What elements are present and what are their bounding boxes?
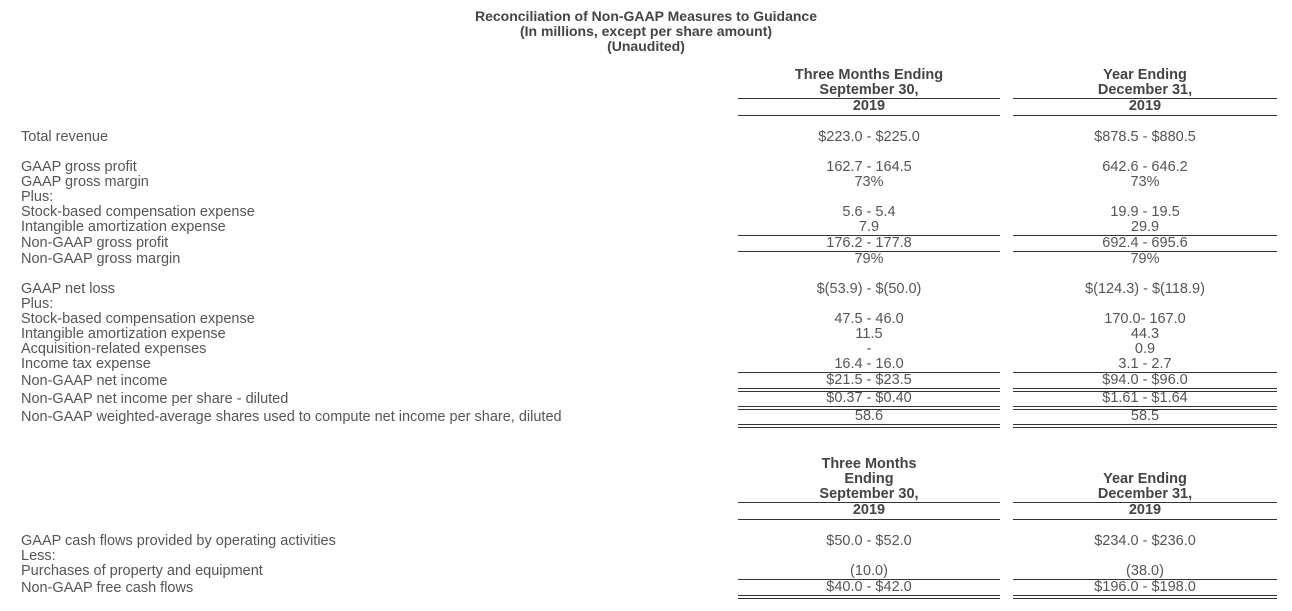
- report-subtitle-unaudited: (Unaudited): [607, 38, 685, 54]
- row-value-income-tax-expense-y: 3.1 - 2.7: [1118, 356, 1172, 372]
- report-subtitle-units: (In millions, except per share amount): [519, 23, 773, 39]
- row-label-free-cash-flows: Non-GAAP free cash flows: [21, 580, 194, 596]
- row-value-intangible-amortization-y: 29.9: [1130, 219, 1160, 235]
- row-value-operating-cash-flows-y: $234.0 - $236.0: [1094, 533, 1196, 549]
- row-label-gaap-gross-profit: GAAP gross profit: [21, 159, 137, 175]
- row-value-gaap-net-loss-y: $(124.3) - $(118.9): [1085, 281, 1205, 297]
- row-value-gaap-gross-profit-y: 642.6 - 646.2: [1102, 159, 1188, 175]
- row-value-non-gaap-gross-profit-y: 692.4 - 695.6: [1102, 235, 1188, 251]
- row-value-income-tax-expense-q: 16.4 - 16.0: [834, 356, 904, 372]
- s1-col2-header-rule-top: [1013, 98, 1277, 99]
- s2-col2-header-line1: Year Ending: [1103, 471, 1187, 487]
- row-value-free-cash-flows-y: $196.0 - $198.0: [1094, 579, 1196, 595]
- row-value-non-gaap-net-income-q: $21.5 - $23.5: [826, 372, 912, 388]
- row-label-total-revenue: Total revenue: [21, 129, 109, 145]
- row-label-income-tax-expense: Income tax expense: [21, 356, 151, 372]
- s1-col2-header-line1: Year Ending: [1103, 67, 1187, 83]
- row-value-capex-q: (10.0): [850, 563, 888, 579]
- row-label-plus-2: Plus:: [21, 296, 54, 312]
- row-label-capex: Purchases of property and equipment: [21, 563, 263, 579]
- row-label-less: Less:: [21, 548, 56, 564]
- row-value-intangible-amortization-2-q: 11.5: [855, 326, 883, 342]
- row-value-net-income-per-share-q: $0.37 - $0.40: [826, 390, 912, 406]
- row-value-acquisition-expenses-y: 0.9: [1134, 341, 1156, 357]
- s2-col1-header-year: 2019: [852, 502, 886, 518]
- row-value-total-revenue-q: $223.0 - $225.0: [818, 129, 920, 145]
- s2-col1-header-rule-bottom: [738, 519, 1000, 520]
- row-label-non-gaap-gross-profit: Non-GAAP gross profit: [21, 235, 169, 251]
- row-label-sbc-expense-2: Stock-based compensation expense: [21, 311, 255, 327]
- row-value-capex-y: (38.0): [1126, 563, 1164, 579]
- row-label-net-income-per-share: Non-GAAP net income per share - diluted: [21, 391, 289, 407]
- s2-col1-header-line1: Three Months: [821, 456, 917, 472]
- row-value-gaap-gross-margin-q: 73%: [854, 174, 884, 190]
- row-value-gaap-gross-margin-y: 73%: [1130, 174, 1160, 190]
- row-value-sbc-expense-q: 5.6 - 5.4: [842, 204, 896, 220]
- s1-col1-header-line1: Three Months Ending: [794, 67, 944, 83]
- row-value-intangible-amortization-2-y: 44.3: [1130, 326, 1160, 342]
- row-value-weighted-average-shares-y: 58.5: [1130, 408, 1160, 424]
- s1-col2-header-year: 2019: [1128, 98, 1162, 114]
- row-value-sbc-expense-y: 19.9 - 19.5: [1110, 204, 1180, 220]
- row-value-gaap-net-loss-q: $(53.9) - $(50.0): [816, 281, 922, 297]
- row-value-operating-cash-flows-q: $50.0 - $52.0: [826, 533, 912, 549]
- row-value-non-gaap-net-income-y: $94.0 - $96.0: [1102, 372, 1188, 388]
- s1-col1-header-year: 2019: [852, 98, 886, 114]
- report-title: Reconciliation of Non-GAAP Measures to Guidance: [474, 8, 817, 24]
- row-label-gaap-net-loss: GAAP net loss: [21, 281, 116, 297]
- double-rule-weighted-average-shares-q: [738, 424, 1000, 428]
- s2-col2-header-year: 2019: [1128, 502, 1162, 518]
- row-value-sbc-expense-2-q: 47.5 - 46.0: [834, 311, 904, 327]
- double-rule-free-cash-flows-y: [1013, 595, 1277, 599]
- row-value-non-gaap-gross-profit-q: 176.2 - 177.8: [826, 235, 912, 251]
- s2-col1-header-rule-top: [738, 502, 1000, 503]
- row-value-intangible-amortization-q: 7.9: [858, 219, 880, 235]
- row-value-sbc-expense-2-y: 170.0- 167.0: [1104, 311, 1186, 327]
- s2-col1-header-line3: September 30,: [819, 486, 919, 502]
- row-value-free-cash-flows-q: $40.0 - $42.0: [826, 579, 912, 595]
- s2-col2-header-line2: December 31,: [1097, 486, 1193, 502]
- s2-col1-header-line2: Ending: [844, 471, 894, 487]
- s1-col1-header-rule-top: [738, 98, 1000, 99]
- row-value-acquisition-expenses-q: -: [866, 341, 872, 357]
- row-label-operating-cash-flows: GAAP cash flows provided by operating activities: [21, 533, 336, 549]
- row-value-non-gaap-gross-margin-q: 79%: [854, 251, 884, 267]
- row-label-non-gaap-gross-margin: Non-GAAP gross margin: [21, 251, 181, 267]
- s1-col2-header-rule-bottom: [1013, 115, 1277, 116]
- row-value-non-gaap-gross-margin-y: 79%: [1130, 251, 1160, 267]
- row-value-total-revenue-y: $878.5 - $880.5: [1094, 129, 1196, 145]
- row-value-gaap-gross-profit-q: 162.7 - 164.5: [826, 159, 912, 175]
- row-label-intangible-amortization-2: Intangible amortization expense: [21, 326, 226, 342]
- s2-col2-header-rule-bottom: [1013, 519, 1277, 520]
- s1-col1-header-rule-bottom: [738, 115, 1000, 116]
- s1-col2-header-line2: December 31,: [1097, 82, 1193, 98]
- row-label-sbc-expense: Stock-based compensation expense: [21, 204, 255, 220]
- row-label-non-gaap-net-income: Non-GAAP net income: [21, 373, 168, 389]
- s2-col2-header-rule-top: [1013, 502, 1277, 503]
- row-label-gaap-gross-margin: GAAP gross margin: [21, 174, 149, 190]
- row-value-weighted-average-shares-q: 58.6: [854, 408, 884, 424]
- row-label-weighted-average-shares: Non-GAAP weighted-average shares used to compute net income per share, diluted: [21, 409, 562, 425]
- double-rule-weighted-average-shares-y: [1013, 424, 1277, 428]
- row-label-intangible-amortization: Intangible amortization expense: [21, 219, 226, 235]
- s1-col1-header-line2: September 30,: [819, 82, 919, 98]
- double-rule-free-cash-flows-q: [738, 595, 1000, 599]
- row-value-net-income-per-share-y: $1.61 - $1.64: [1102, 390, 1188, 406]
- row-label-plus: Plus:: [21, 189, 54, 205]
- row-label-acquisition-expenses: Acquisition-related expenses: [21, 341, 207, 357]
